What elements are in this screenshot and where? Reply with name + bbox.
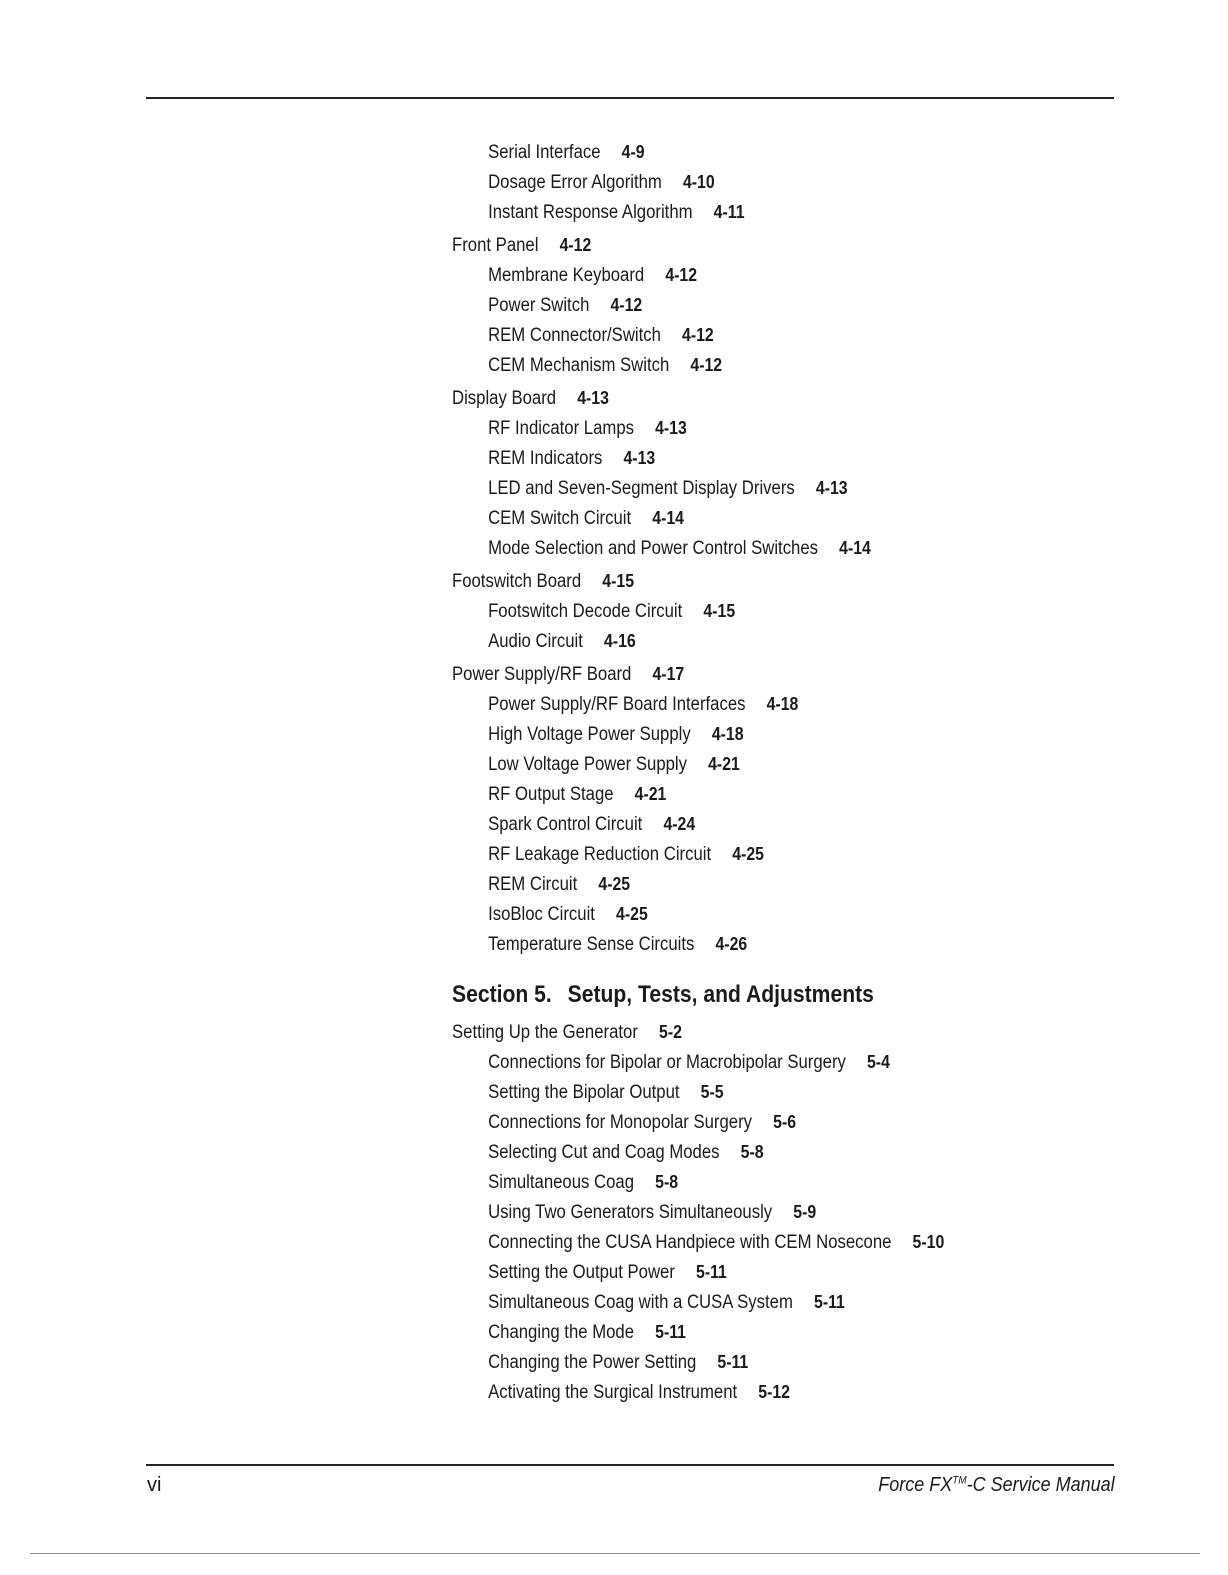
toc-entry-title: Low Voltage Power Supply <box>488 754 688 775</box>
toc-entry-title: CEM Switch Circuit <box>488 508 632 529</box>
toc-entry-page: 5-10 <box>912 1232 945 1252</box>
toc-entry-minor <box>452 350 1015 380</box>
toc-entry-page: 5-11 <box>814 1292 845 1312</box>
toc-entry-page: 4-12 <box>690 355 723 375</box>
toc-entry-title: REM Indicators <box>488 448 603 469</box>
toc-entry-title: RF Leakage Reduction Circuit <box>488 844 712 865</box>
toc-entry-minor <box>452 1227 1015 1257</box>
toc-entry-title: Simultaneous Coag <box>488 1172 635 1193</box>
toc-entry-title: Selecting Cut and Coag Modes <box>488 1142 720 1163</box>
toc-entry-page: 5-6 <box>773 1112 797 1132</box>
toc-entry-minor <box>452 443 1015 473</box>
scan-edge-line <box>30 1553 1200 1554</box>
toc-entry-title: REM Circuit <box>488 874 578 895</box>
toc-entry-page: 4-12 <box>610 295 643 315</box>
table-of-contents <box>452 137 1092 1407</box>
toc-entry-minor <box>452 719 1015 749</box>
toc-entry-title: Spark Control Circuit <box>488 814 643 835</box>
toc-entry-minor <box>452 689 1015 719</box>
toc-entry-minor <box>452 1287 1015 1317</box>
toc-entry-minor <box>452 1107 1015 1137</box>
toc-list-section4 <box>452 137 1092 959</box>
toc-entry-minor <box>452 869 1015 899</box>
toc-entry-page: 4-13 <box>815 478 848 498</box>
toc-entry-title: Temperature Sense Circuits <box>488 934 695 955</box>
toc-entry-page: 4-24 <box>663 814 696 834</box>
toc-entry-page: 5-9 <box>793 1202 817 1222</box>
toc-entry-page: 4-15 <box>602 571 635 591</box>
toc-entry-title: Footswitch Decode Circuit <box>488 601 683 622</box>
toc-entry-page: 4-25 <box>598 874 631 894</box>
toc-entry-title: Instant Response Algorithm <box>488 202 693 223</box>
toc-entry-minor <box>452 899 1015 929</box>
toc-entry-title: Connections for Bipolar or Macrobipolar Surgery <box>488 1052 846 1073</box>
toc-entry-title: Setting the Bipolar Output <box>488 1082 680 1103</box>
toc-entry-title: Changing the Mode <box>488 1322 635 1343</box>
footer-rule <box>146 1464 1114 1466</box>
page-number: vi <box>147 1474 162 1496</box>
toc-entry-minor <box>452 290 1015 320</box>
toc-entry-minor <box>452 1257 1015 1287</box>
manual-title <box>879 1474 1115 1497</box>
toc-entry-title: Simultaneous Coag with a CUSA System <box>488 1292 793 1313</box>
toc-entry-minor <box>452 839 1015 869</box>
toc-entry-page: 5-8 <box>655 1172 679 1192</box>
toc-entry-title: Activating the Surgical Instrument <box>488 1382 738 1403</box>
toc-entry-title: Connections for Monopolar Surgery <box>488 1112 753 1133</box>
toc-entry-title: Changing the Power Setting <box>488 1352 697 1373</box>
toc-entry-page: 5-11 <box>696 1262 727 1282</box>
toc-entry-minor <box>452 1347 1015 1377</box>
toc-entry-title: Serial Interface <box>488 142 601 163</box>
toc-entry-minor <box>452 1197 1015 1227</box>
toc-entry-minor <box>452 320 1015 350</box>
toc-entry-minor <box>452 167 1015 197</box>
toc-entry-title: Connecting the CUSA Handpiece with CEM Nosecone <box>488 1232 892 1253</box>
toc-entry-page: 4-13 <box>655 418 687 438</box>
toc-entry-title: Display Board <box>452 388 557 409</box>
toc-entry-title: Power Switch <box>488 295 590 316</box>
toc-entry-title: Membrane Keyboard <box>488 265 645 286</box>
toc-entry-minor <box>452 473 1015 503</box>
toc-entry-minor <box>452 503 1015 533</box>
toc-entry-title: RF Indicator Lamps <box>488 418 634 439</box>
toc-entry-page: 4-21 <box>634 784 667 804</box>
toc-entry-minor <box>452 137 1015 167</box>
section-title: Setup, Tests, and Adjustments <box>567 981 874 1008</box>
toc-entry-title: REM Connector/Switch <box>488 325 661 346</box>
toc-entry-page: 5-4 <box>867 1052 890 1072</box>
toc-entry-page: 4-18 <box>766 694 799 714</box>
toc-list-section5 <box>452 1017 1092 1407</box>
section-heading <box>452 977 1015 1013</box>
toc-entry-page: 4-17 <box>652 664 685 684</box>
section-number: Section 5. <box>452 981 552 1008</box>
toc-entry-minor <box>452 533 1015 563</box>
manual-title-suffix: -C Service Manual <box>966 1474 1115 1496</box>
toc-entry-title: Mode Selection and Power Control Switches <box>488 538 819 559</box>
toc-entry-page: 4-14 <box>652 508 684 528</box>
toc-entry-page: 5-12 <box>758 1382 790 1402</box>
toc-entry-page: 5-8 <box>740 1142 764 1162</box>
toc-entry-page: 4-10 <box>682 172 715 192</box>
toc-entry-page: 4-16 <box>603 631 636 651</box>
toc-entry-major <box>452 659 1015 689</box>
toc-entry-title: High Voltage Power Supply <box>488 724 691 745</box>
toc-entry-page: 4-25 <box>732 844 764 864</box>
toc-entry-title: LED and Seven-Segment Display Drivers <box>488 478 795 499</box>
toc-entry-page: 4-12 <box>559 235 592 255</box>
toc-entry-title: RF Output Stage <box>488 784 614 805</box>
toc-entry-minor <box>452 260 1015 290</box>
toc-entry-title: Setting Up the Generator <box>452 1022 638 1043</box>
toc-entry-minor <box>452 1317 1015 1347</box>
header-rule <box>146 97 1114 99</box>
toc-entry-minor <box>452 413 1015 443</box>
toc-entry-minor <box>452 749 1015 779</box>
toc-entry-page: 4-25 <box>616 904 648 924</box>
toc-entry-minor <box>452 1047 1015 1077</box>
toc-entry-page: 4-13 <box>577 388 609 408</box>
toc-entry-page: 4-14 <box>839 538 871 558</box>
toc-entry-minor <box>452 1077 1015 1107</box>
toc-entry-minor <box>452 809 1015 839</box>
toc-entry-page: 5-5 <box>700 1082 724 1102</box>
toc-entry-page: 4-11 <box>713 202 745 222</box>
toc-entry-minor <box>452 779 1015 809</box>
toc-entry-page: 4-13 <box>623 448 656 468</box>
toc-entry-title: Power Supply/RF Board Interfaces <box>488 694 746 715</box>
toc-entry-major <box>452 383 1015 413</box>
toc-entry-page: 4-9 <box>621 142 645 162</box>
toc-entry-title: CEM Mechanism Switch <box>488 355 670 376</box>
toc-entry-title: Front Panel <box>452 235 539 256</box>
toc-entry-page: 4-12 <box>665 265 698 285</box>
toc-entry-major <box>452 1017 1015 1047</box>
toc-entry-minor <box>452 596 1015 626</box>
toc-entry-page: 4-12 <box>682 325 714 345</box>
toc-entry-page: 5-11 <box>655 1322 686 1342</box>
toc-entry-page: 4-21 <box>708 754 740 774</box>
toc-entry-title: Audio Circuit <box>488 631 583 652</box>
toc-entry-major <box>452 230 1015 260</box>
manual-title-prefix: Force FX <box>878 1474 953 1496</box>
toc-entry-page: 5-11 <box>717 1352 749 1372</box>
trademark-mark: TM <box>952 1474 967 1487</box>
toc-entry-minor <box>452 197 1015 227</box>
toc-entry-major <box>452 566 1015 596</box>
toc-entry-title: Setting the Output Power <box>488 1262 675 1283</box>
toc-entry-title: Power Supply/RF Board <box>452 664 632 685</box>
toc-entry-page: 5-2 <box>659 1022 682 1042</box>
toc-entry-title: IsoBloc Circuit <box>488 904 595 925</box>
toc-entry-title: Dosage Error Algorithm <box>488 172 662 193</box>
toc-entry-title: Using Two Generators Simultaneously <box>488 1202 773 1223</box>
toc-entry-page: 4-15 <box>703 601 736 621</box>
toc-entry-title: Footswitch Board <box>452 571 582 592</box>
toc-entry-minor <box>452 929 1015 959</box>
toc-entry-minor <box>452 626 1015 656</box>
toc-entry-minor <box>452 1377 1015 1407</box>
toc-entry-minor <box>452 1167 1015 1197</box>
toc-entry-minor <box>452 1137 1015 1167</box>
toc-entry-page: 4-26 <box>715 934 748 954</box>
toc-entry-page: 4-18 <box>711 724 744 744</box>
